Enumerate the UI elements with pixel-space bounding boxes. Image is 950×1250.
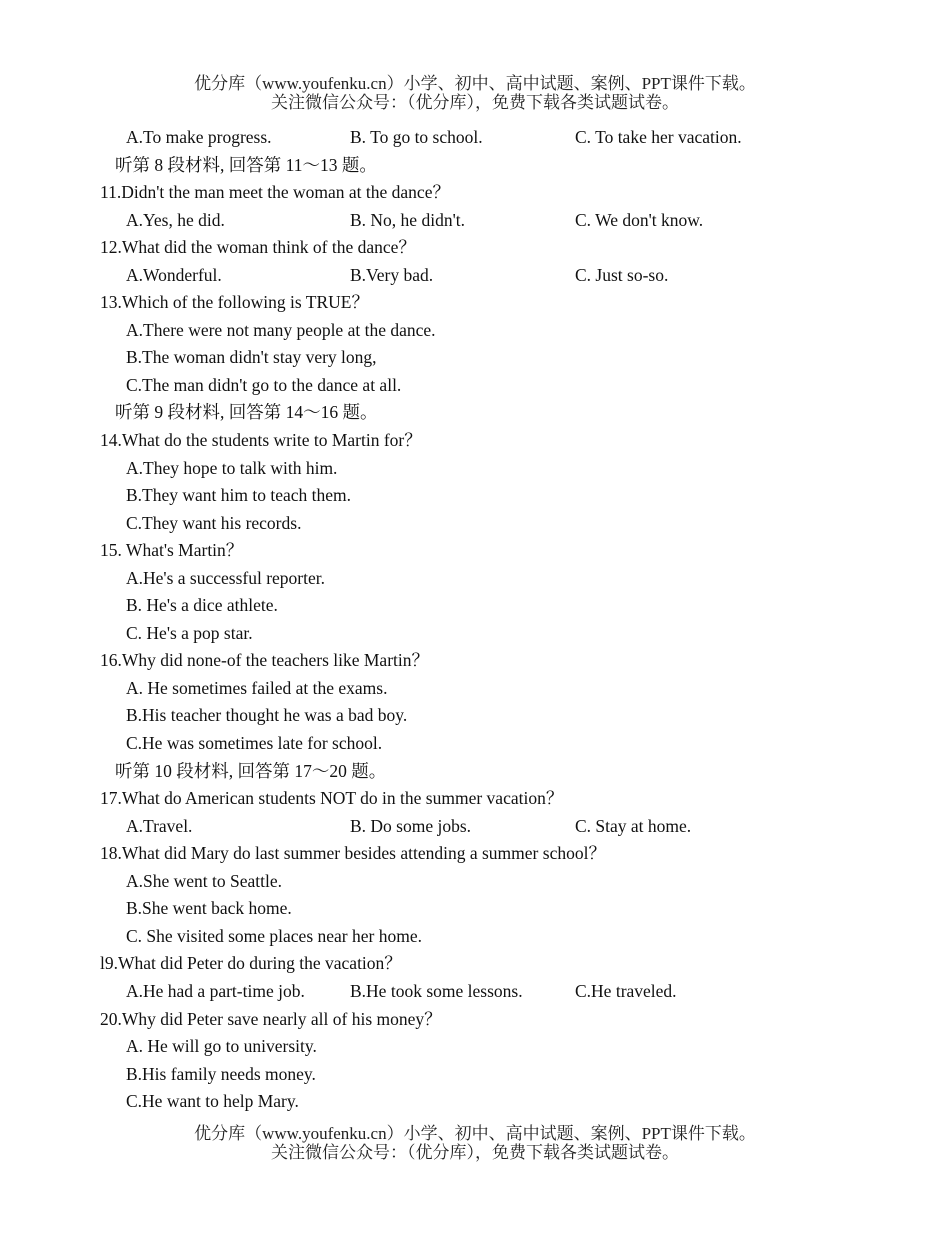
q18-option-a: A.She went to Seattle. — [126, 870, 283, 891]
footer-line-2: 关注微信公众号：（优分库），免费下载各类试题试卷。 — [271, 1143, 679, 1162]
section-heading-8: 听第 8 段材料, 回答第 11～13 题。 — [115, 154, 377, 175]
question-20: 20.Why did Peter save nearly all of his money？ — [100, 1008, 442, 1029]
page-header — [0, 74, 950, 112]
question-12: 12.What did the woman think of the dance？ — [100, 237, 416, 258]
section-heading-10: 听第 10 段材料, 回答第 17～20 题。 — [115, 760, 387, 781]
q10-option-a: A.To make progress. — [126, 127, 272, 147]
question-19: l9.What did Peter do during the vacation？ — [100, 953, 402, 974]
q13-option-b: B.The woman didn't stay very long, — [126, 347, 377, 368]
question-13: 13.Which of the following is TRUE？ — [100, 292, 369, 313]
q17-option-b: B. Do some jobs. — [350, 815, 472, 836]
q12-option-b: B.Very bad. — [350, 264, 434, 285]
question-15: 15. What's Martin？ — [100, 540, 244, 561]
q12-option-c: C. Just so-so. — [575, 264, 669, 285]
question-16: 16.Why did none-of the teachers like Martin？ — [100, 650, 429, 671]
q14-option-b: B.They want him to teach them. — [126, 485, 352, 506]
q19-options-row — [100, 978, 900, 1006]
q20-option-c: C.He want to help Mary. — [126, 1091, 299, 1112]
q12-options-row — [100, 262, 900, 290]
q20-option-a: A. He will go to university. — [126, 1036, 317, 1057]
q11-option-b: B. No, he didn't. — [350, 209, 465, 230]
q10-option-b: B. To go to school. — [350, 127, 483, 147]
footer-line-1: 优分库（www.youfenku.cn）小学、初中、高中试题、案例、PPT课件下载。 — [194, 1124, 756, 1143]
q10-options-row — [100, 124, 900, 152]
header-line-1: 优分库（www.youfenku.cn）小学、初中、高中试题、案例、PPT课件下载。 — [194, 74, 756, 93]
q11-options-row — [100, 207, 900, 235]
q18-option-c: C. She visited some places near her home. — [126, 925, 422, 946]
q11-option-c: C. We don't know. — [575, 209, 704, 230]
q15-option-b: B. He's a dice athlete. — [126, 595, 278, 616]
q16-option-a: A. He sometimes failed at the exams. — [126, 677, 388, 698]
q19-option-b: B.He took some lessons. — [350, 980, 523, 1001]
question-18: 18.What did Mary do last summer besides attending a summer school？ — [100, 843, 606, 864]
q19-option-a: A.He had a part-time job. — [126, 980, 305, 1001]
q15-option-a: A.He's a successful reporter. — [126, 567, 325, 588]
section-heading-9: 听第 9 段材料, 回答第 14～16 题。 — [115, 402, 378, 423]
question-11: 11.Didn't the man meet the woman at the dance？ — [100, 182, 450, 203]
q20-option-b: B.His family needs money. — [126, 1063, 316, 1084]
q16-option-c: C.He was sometimes late for school. — [126, 733, 383, 754]
question-14: 14.What do the students write to Martin for？ — [100, 430, 422, 451]
q19-option-c: C.He traveled. — [575, 980, 677, 1001]
q14-option-c: C.They want his records. — [126, 512, 302, 533]
q13-option-c: C.The man didn't go to the dance at all. — [126, 374, 402, 395]
q17-option-c: C. Stay at home. — [575, 815, 692, 836]
header-line-2: 关注微信公众号：（优分库），免费下载各类试题试卷。 — [271, 93, 679, 112]
question-17: 17.What do American students NOT do in the summer vacation？ — [100, 788, 564, 809]
q16-option-b: B.His teacher thought he was a bad boy. — [126, 705, 408, 726]
q11-option-a: A.Yes, he did. — [126, 209, 225, 230]
q18-option-b: B.She went back home. — [126, 898, 292, 919]
q10-option-c: C. To take her vacation. — [575, 127, 742, 147]
question-body — [100, 124, 900, 1116]
q12-option-a: A.Wonderful. — [126, 264, 222, 285]
q17-options-row — [100, 813, 900, 841]
page-footer — [0, 1124, 950, 1162]
q13-option-a: A.There were not many people at the dance. — [126, 319, 436, 340]
q17-option-a: A.Travel. — [126, 815, 193, 836]
q14-option-a: A.They hope to talk with him. — [126, 457, 338, 478]
q15-option-c: C. He's a pop star. — [126, 622, 253, 643]
